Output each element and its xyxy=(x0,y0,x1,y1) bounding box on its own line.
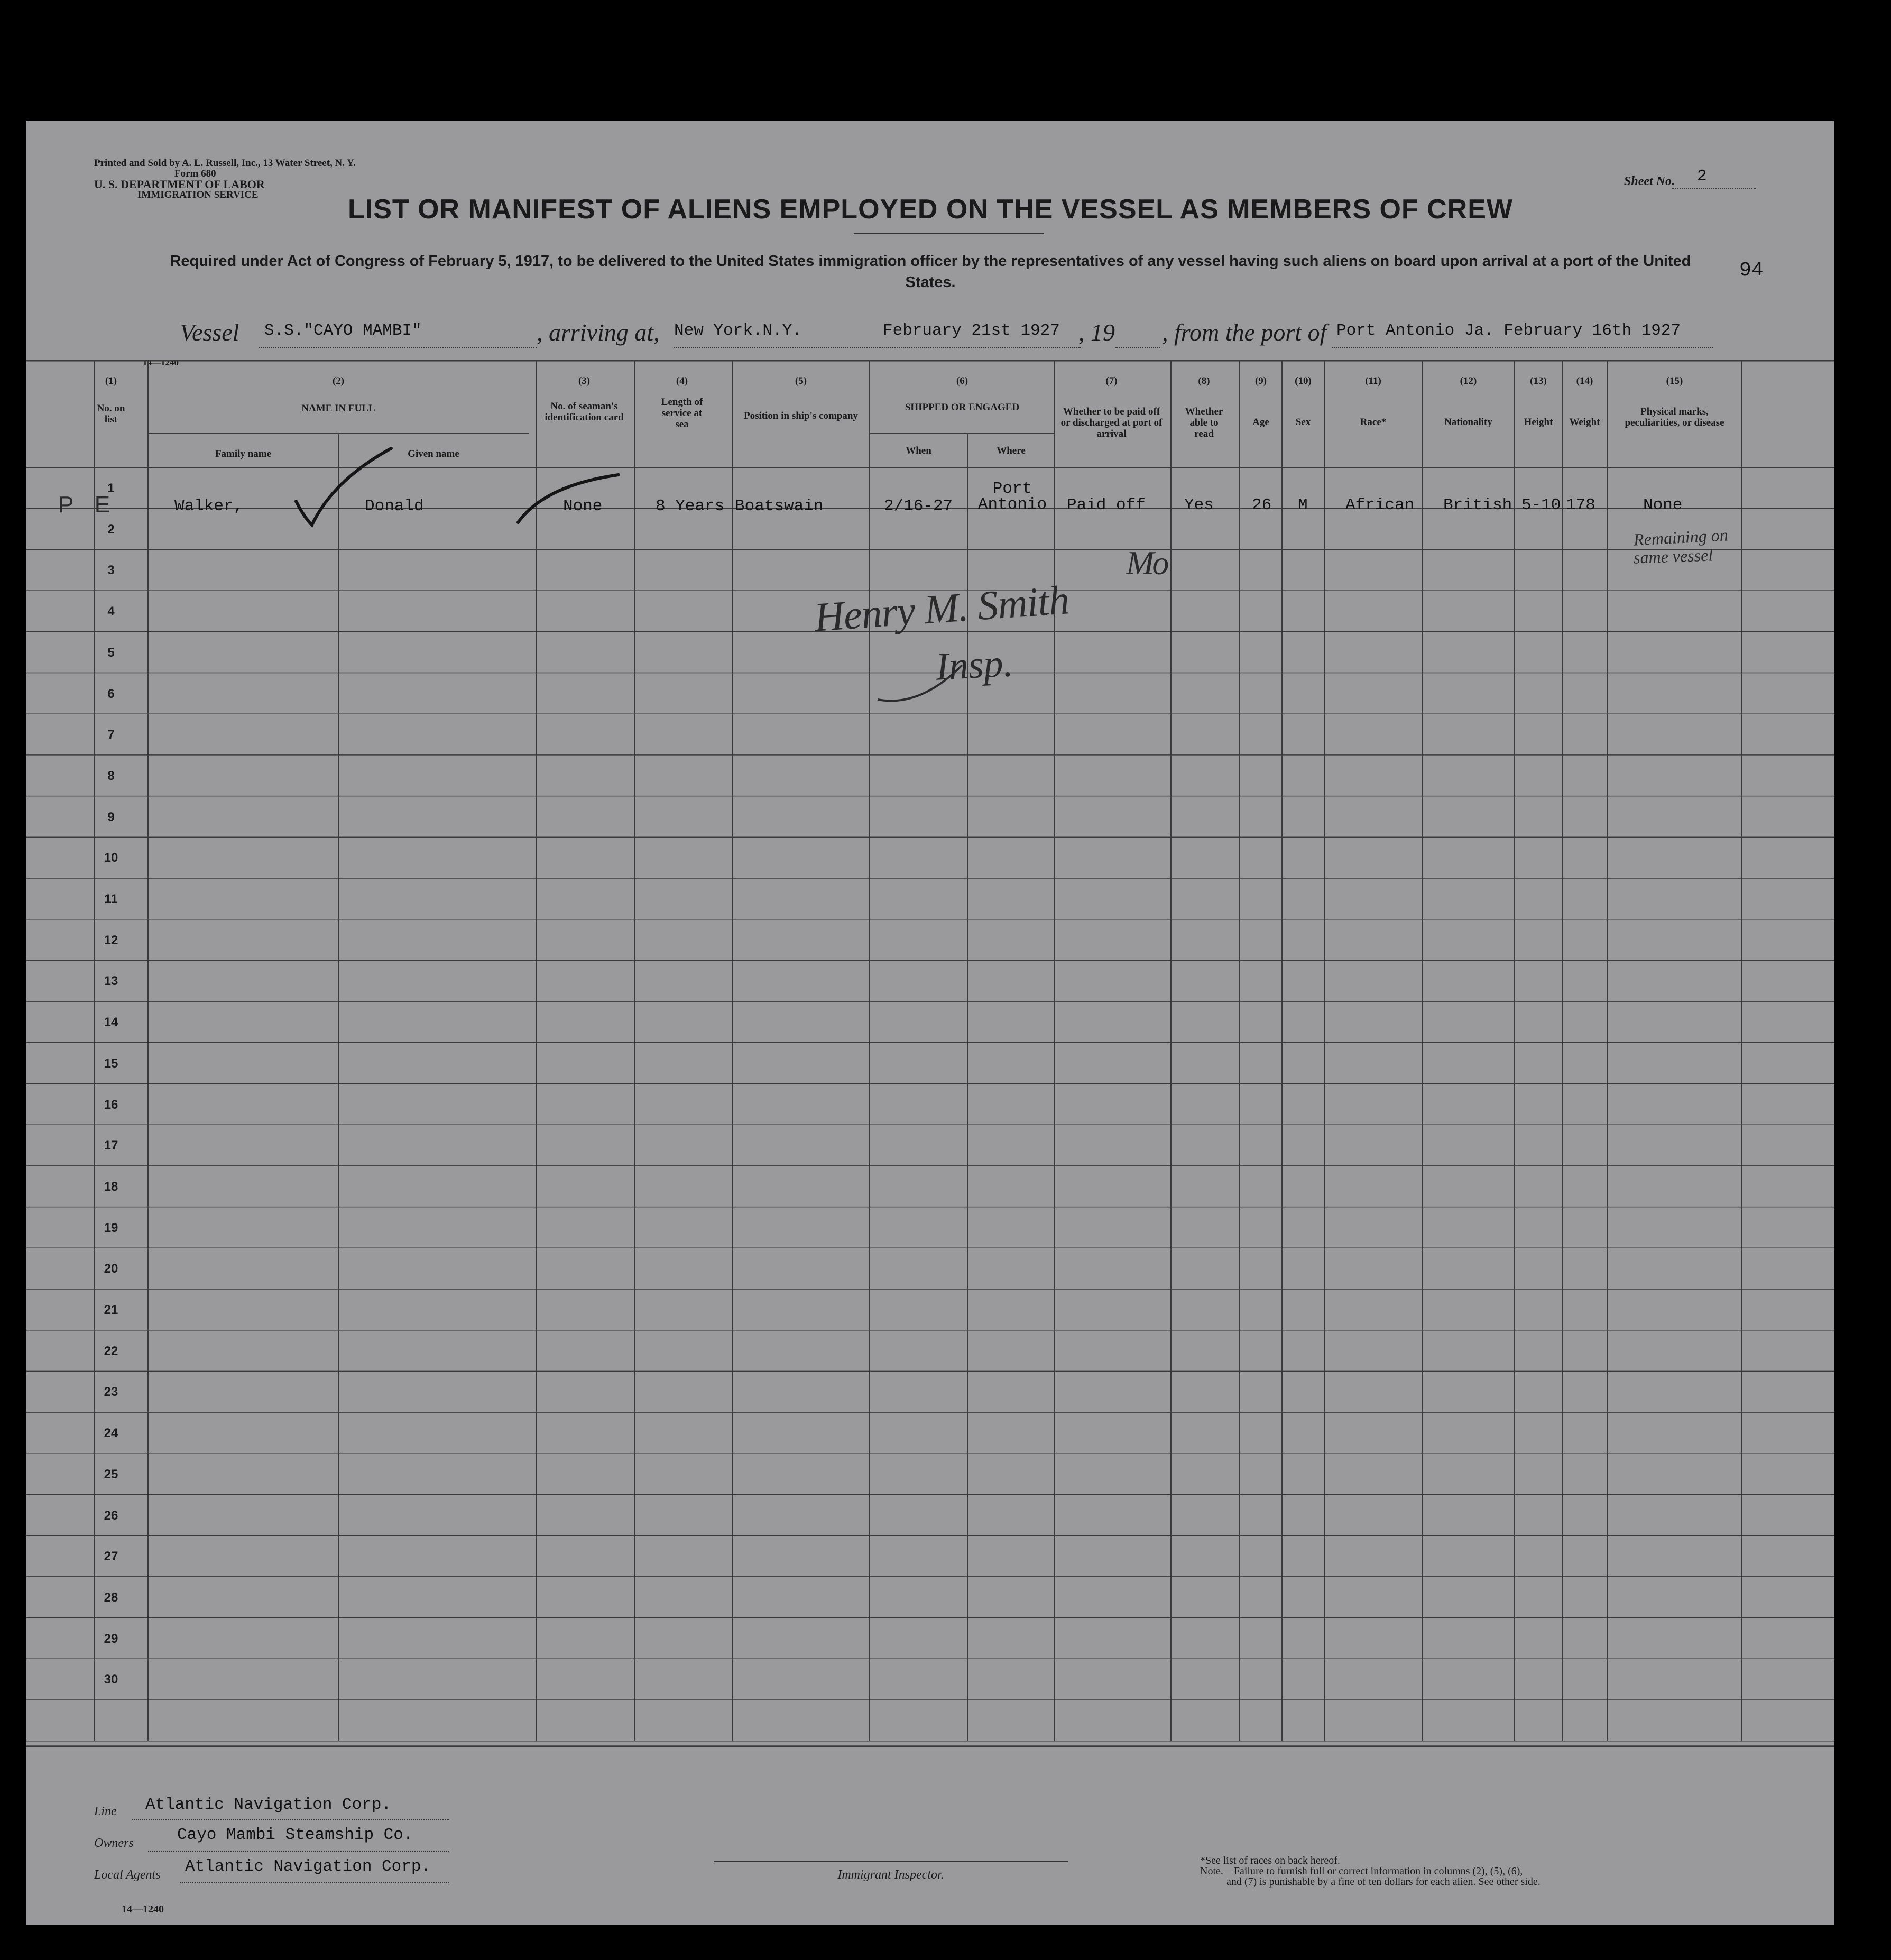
shipped-where: Port Antonio xyxy=(977,480,1047,514)
checkmark-icon xyxy=(291,438,418,544)
given-name-header: Given name xyxy=(408,448,459,459)
row-number: 22 xyxy=(104,1344,118,1358)
row-number: 19 xyxy=(104,1220,118,1235)
from-port-label: , from the port of xyxy=(1162,319,1327,346)
departure-port: Port Antonio Ja. February 16th 1927 xyxy=(1336,321,1681,340)
margin-mark: P E xyxy=(58,492,118,518)
row-number: 30 xyxy=(104,1672,118,1687)
row-number: 28 xyxy=(104,1590,118,1605)
col-5-header: Position in ship's company xyxy=(744,410,858,421)
row-number: 21 xyxy=(104,1303,118,1317)
col-8-number: (8) xyxy=(1198,375,1210,387)
arriving-label: , arriving at, xyxy=(537,319,660,346)
line-value: Atlantic Navigation Corp. xyxy=(145,1796,392,1814)
service-length: 8 Years xyxy=(656,497,725,516)
department: U. S. DEPARTMENT OF LABOR xyxy=(94,178,265,191)
inspector-signature-line xyxy=(714,1861,1068,1862)
col-3-header: No. of seaman's identification card xyxy=(545,401,624,423)
row-number: 23 xyxy=(104,1385,118,1400)
able-to-read: Yes xyxy=(1184,496,1214,514)
form-code-top: 14—1240 xyxy=(143,357,179,367)
row-number: 8 xyxy=(107,768,115,783)
position: Boatswain xyxy=(735,497,824,516)
col-10-number: (10) xyxy=(1295,375,1312,387)
row-number: 25 xyxy=(104,1467,118,1481)
row-number: 11 xyxy=(104,892,118,906)
row-number: 17 xyxy=(104,1138,118,1153)
row-number: 15 xyxy=(104,1056,118,1071)
inspector-label: Immigrant Inspector. xyxy=(837,1868,944,1882)
col-1-header: No. on list xyxy=(97,403,125,425)
col-1-number: (1) xyxy=(105,375,117,387)
table-grid xyxy=(26,121,1834,1925)
row-number: 26 xyxy=(104,1508,118,1523)
row-number: 12 xyxy=(104,933,118,947)
signature-flourish xyxy=(872,655,967,713)
id-card: None xyxy=(563,497,603,516)
page-number: 94 xyxy=(1739,259,1764,282)
sheet-number: 2 xyxy=(1697,167,1707,186)
row-number: 16 xyxy=(104,1097,118,1112)
col-7-number: (7) xyxy=(1105,375,1118,387)
nationality: British xyxy=(1443,496,1512,514)
row-number: 1 xyxy=(107,481,115,495)
col-4-number: (4) xyxy=(676,375,688,387)
row-number: 2 xyxy=(107,522,115,537)
row-number: 29 xyxy=(104,1631,118,1646)
owners-label: Owners xyxy=(94,1836,134,1850)
col-9-number: (9) xyxy=(1254,375,1267,387)
col-13-number: (13) xyxy=(1530,375,1547,387)
shipped-when: 2/16-27 xyxy=(884,497,953,516)
local-agents-label: Local Agents xyxy=(94,1868,161,1882)
local-agents-value: Atlantic Navigation Corp. xyxy=(185,1857,431,1876)
when-header: When xyxy=(906,445,931,456)
col-4-header: Length of service at sea xyxy=(661,397,703,430)
col-12-header: Nationality xyxy=(1444,417,1492,428)
col-15-number: (15) xyxy=(1666,375,1683,387)
penalty-note-1: Note.—Failure to furnish full or correct information in columns (2), (5), (6), xyxy=(1200,1865,1523,1877)
vessel-name: S.S."CAYO MAMBI" xyxy=(264,321,422,340)
sex: M xyxy=(1298,496,1308,514)
annotation-mo: Mo xyxy=(1126,544,1167,582)
col-15-header: Physical marks, peculiarities, or disease xyxy=(1625,406,1724,428)
col-10-header: Sex xyxy=(1295,417,1311,428)
row-number: 27 xyxy=(104,1549,118,1564)
col-3-number: (3) xyxy=(578,375,591,387)
row-number: 9 xyxy=(107,809,115,824)
row-number: 24 xyxy=(104,1426,118,1441)
arrival-date: February 21st 1927 xyxy=(883,321,1060,340)
marks-note-line-1: Remaining on xyxy=(1633,525,1729,549)
page-title: LIST OR MANIFEST OF ALIENS EMPLOYED ON THE VESSEL AS MEMBERS OF CREW xyxy=(348,194,1513,225)
col-2-number: (2) xyxy=(332,375,345,387)
check-stroke-icon xyxy=(513,454,629,528)
col-14-number: (14) xyxy=(1576,375,1593,387)
row-number: 10 xyxy=(104,851,118,866)
vessel-label: Vessel xyxy=(180,319,239,346)
printer-line: Printed and Sold by A. L. Russell, Inc., 13 Water Street, N. Y. xyxy=(94,158,356,169)
row-number: 6 xyxy=(107,686,115,701)
col-6-header: SHIPPED OR ENGAGED xyxy=(905,402,1020,413)
race: African xyxy=(1345,496,1415,514)
row-number: 14 xyxy=(104,1015,118,1030)
where-header: Where xyxy=(997,445,1026,456)
col-2-header: NAME IN FULL xyxy=(301,403,375,414)
owners-dots xyxy=(148,1851,449,1852)
col-11-number: (11) xyxy=(1365,375,1381,387)
row-number: 18 xyxy=(104,1179,118,1194)
given-name: Donald xyxy=(365,497,424,516)
col-6-number: (6) xyxy=(956,375,968,387)
sheet-label: Sheet No. xyxy=(1624,174,1675,188)
family-name: Walker, xyxy=(174,497,244,516)
form-code-bottom: 14—1240 xyxy=(122,1903,164,1915)
row-number: 4 xyxy=(107,604,115,619)
line-dots xyxy=(132,1819,449,1820)
service-name: IMMIGRATION SERVICE xyxy=(137,189,259,200)
col-5-number: (5) xyxy=(795,375,807,387)
arriving-port: New York.N.Y. xyxy=(674,321,802,340)
agents-dots xyxy=(180,1882,449,1883)
row-number: 5 xyxy=(107,645,115,660)
age: 26 xyxy=(1252,496,1272,514)
row-number: 3 xyxy=(107,563,115,578)
penalty-note-2: and (7) is punishable by a fine of ten dollars for each alien. See other side. xyxy=(1226,1876,1541,1888)
col-11-header: Race* xyxy=(1360,417,1387,428)
paid-off: Paid off xyxy=(1067,496,1146,514)
subtitle: Required under Act of Congress of February 5, 1917, to be delivered to the United States immigration officer by the representatives of any vessel having such aliens on board upon arrival at a port of the United States. xyxy=(170,253,1691,291)
races-note: *See list of races on back hereof. xyxy=(1200,1855,1340,1866)
col-9-header: Age xyxy=(1252,417,1269,428)
physical-marks: None xyxy=(1643,496,1683,514)
marks-note-line-2: same vessel xyxy=(1633,545,1713,567)
col-13-header: Height xyxy=(1524,417,1553,428)
year-prefix: , 19 xyxy=(1078,319,1115,346)
manifest-sheet xyxy=(26,121,1834,1925)
row-number: 7 xyxy=(107,728,115,742)
family-name-header: Family name xyxy=(215,448,272,459)
height: 5-10 xyxy=(1521,496,1561,514)
row-number: 13 xyxy=(104,974,118,989)
form-number: Form 680 xyxy=(174,168,216,179)
owners-value: Cayo Mambi Steamship Co. xyxy=(177,1826,413,1844)
line-label: Line xyxy=(94,1805,117,1818)
row-number: 20 xyxy=(104,1262,118,1276)
col-7-header: Whether to be paid off or discharged at port of arrival xyxy=(1060,406,1163,439)
col-8-header: Whether able to read xyxy=(1185,406,1223,439)
inspector-title: Insp. xyxy=(934,641,1014,689)
inspector-signature: Henry M. Smith xyxy=(813,576,1071,640)
weight: 178 xyxy=(1566,496,1595,514)
col-14-header: Weight xyxy=(1569,417,1600,428)
col-12-number: (12) xyxy=(1460,375,1477,387)
